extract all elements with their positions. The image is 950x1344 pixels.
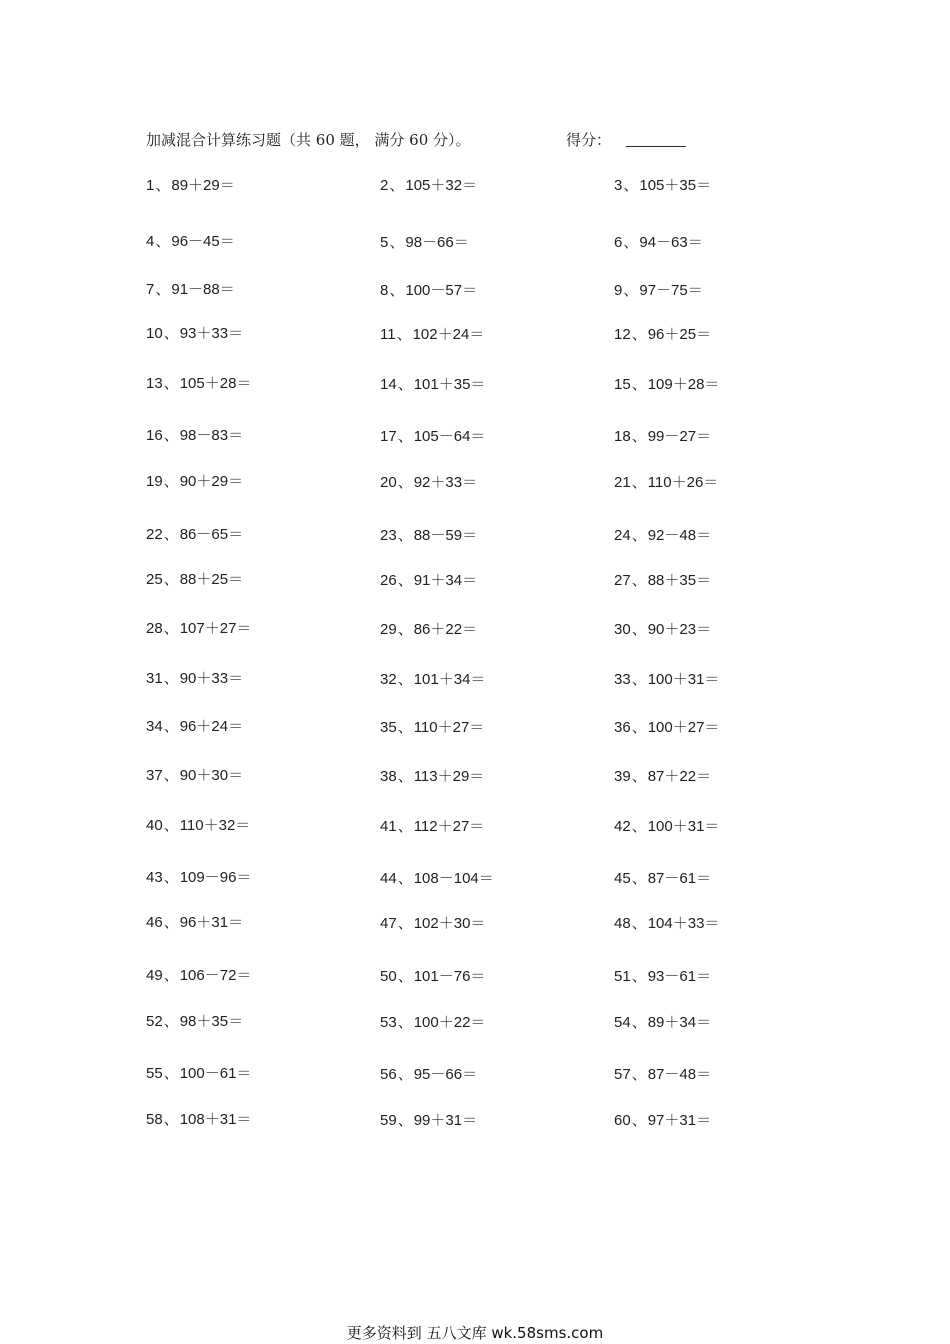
problem-number: 54 [614, 1014, 631, 1031]
problem-expression: 110＋27＝ [413, 719, 485, 736]
problem-expression: 98＋35＝ [179, 1013, 244, 1030]
problem-1 [146, 175, 235, 196]
problem-separator: 、 [163, 426, 179, 444]
problem-13 [146, 373, 251, 394]
problem-number: 42 [614, 818, 631, 835]
problem-number: 40 [146, 817, 163, 834]
problem-8 [380, 280, 477, 301]
problem-number: 18 [614, 428, 631, 445]
problem-separator: 、 [397, 914, 413, 932]
problem-35 [380, 717, 484, 738]
problem-25 [146, 569, 243, 590]
problem-14 [380, 374, 485, 395]
problem-expression: 113＋29＝ [413, 768, 485, 785]
problem-expression: 101－76＝ [413, 968, 486, 985]
problem-expression: 88－59＝ [413, 527, 478, 544]
problem-number: 20 [380, 474, 397, 491]
problem-number: 41 [380, 818, 397, 835]
problem-number: 53 [380, 1014, 397, 1031]
problem-number: 22 [146, 526, 163, 543]
problem-number: 4 [146, 233, 155, 250]
problem-separator: 、 [631, 767, 647, 785]
problem-separator: 、 [163, 766, 179, 784]
problem-expression: 90＋23＝ [647, 621, 712, 638]
problem-number: 26 [380, 572, 397, 589]
problem-expression: 100－61＝ [179, 1065, 252, 1082]
problem-number: 11 [380, 326, 396, 343]
problem-expression: 109＋28＝ [647, 376, 720, 393]
problem-separator: 、 [631, 914, 647, 932]
problem-separator: 、 [623, 176, 639, 194]
problem-expression: 92－48＝ [647, 527, 712, 544]
problem-number: 38 [380, 768, 397, 785]
problem-separator: 、 [397, 620, 413, 638]
problem-number: 24 [614, 527, 631, 544]
problem-number: 57 [614, 1066, 631, 1083]
problem-separator: 、 [631, 718, 647, 736]
problem-expression: 93－61＝ [647, 968, 712, 985]
problem-expression: 99＋31＝ [413, 1112, 478, 1129]
problem-expression: 87－61＝ [647, 870, 712, 887]
problem-38 [380, 766, 484, 787]
problem-separator: 、 [397, 670, 413, 688]
problem-expression: 97－75＝ [639, 282, 703, 299]
problem-expression: 105－64＝ [413, 428, 486, 445]
problem-number: 19 [146, 473, 163, 490]
problem-11 [380, 324, 484, 345]
problem-separator: 、 [631, 526, 647, 544]
problem-number: 13 [146, 375, 163, 392]
problem-number: 49 [146, 967, 163, 984]
problem-expression: 86－65＝ [179, 526, 244, 543]
problem-expression: 110＋26＝ [647, 474, 719, 491]
problem-expression: 100＋31＝ [647, 818, 720, 835]
problem-expression: 89＋34＝ [647, 1014, 712, 1031]
problem-number: 16 [146, 427, 163, 444]
problem-59 [380, 1110, 477, 1131]
problem-separator: 、 [155, 232, 171, 250]
problem-24 [614, 525, 711, 546]
problem-separator: 、 [631, 967, 647, 985]
problem-expression: 110＋32＝ [179, 817, 251, 834]
problem-expression: 104＋33＝ [647, 915, 720, 932]
problem-number: 55 [146, 1065, 163, 1082]
problem-number: 46 [146, 914, 163, 931]
problem-39 [614, 766, 711, 787]
problem-expression: 90＋29＝ [179, 473, 244, 490]
problem-expression: 100＋31＝ [647, 671, 720, 688]
problem-separator: 、 [163, 816, 179, 834]
problem-separator: 、 [163, 1110, 179, 1128]
problem-49 [146, 965, 251, 986]
problem-separator: 、 [631, 1111, 647, 1129]
problem-37 [146, 765, 243, 786]
problem-number: 10 [146, 325, 163, 342]
problem-expression: 96＋25＝ [647, 326, 712, 343]
problem-number: 17 [380, 428, 397, 445]
problem-separator: 、 [389, 176, 405, 194]
problem-number: 45 [614, 870, 631, 887]
problem-separator: 、 [163, 472, 179, 490]
problem-17 [380, 426, 485, 447]
problem-separator: 、 [631, 571, 647, 589]
problem-12 [614, 324, 711, 345]
problem-number: 21 [614, 474, 631, 491]
problem-expression: 90＋33＝ [179, 670, 244, 687]
problem-number: 59 [380, 1112, 397, 1129]
problem-separator: 、 [397, 473, 413, 491]
problem-separator: 、 [155, 280, 171, 298]
problem-number: 31 [146, 670, 163, 687]
problem-number: 1 [146, 177, 155, 194]
problem-expression: 102＋30＝ [413, 915, 486, 932]
problem-60 [614, 1110, 711, 1131]
problem-number: 37 [146, 767, 163, 784]
problem-separator: 、 [163, 324, 179, 342]
problem-58 [146, 1109, 251, 1130]
problem-separator: 、 [163, 966, 179, 984]
problem-expression: 98－66＝ [405, 234, 469, 251]
problem-47 [380, 913, 485, 934]
problem-expression: 107＋27＝ [179, 620, 252, 637]
problem-number: 48 [614, 915, 631, 932]
problem-expression: 89＋29＝ [171, 177, 235, 194]
problem-expression: 96＋24＝ [179, 718, 244, 735]
problem-16 [146, 425, 243, 446]
problem-separator: 、 [631, 620, 647, 638]
problem-number: 29 [380, 621, 397, 638]
problem-separator: 、 [163, 1064, 179, 1082]
problem-56 [380, 1064, 477, 1085]
problem-number: 43 [146, 869, 163, 886]
problem-separator: 、 [397, 869, 413, 887]
problem-separator: 、 [163, 669, 179, 687]
problem-number: 14 [380, 376, 397, 393]
problem-separator: 、 [163, 868, 179, 886]
problem-expression: 97＋31＝ [647, 1112, 712, 1129]
problem-expression: 88＋35＝ [647, 572, 712, 589]
problem-separator: 、 [623, 233, 639, 251]
problem-number: 5 [380, 234, 389, 251]
problem-separator: 、 [397, 967, 413, 985]
problem-number: 47 [380, 915, 397, 932]
problem-separator: 、 [397, 1065, 413, 1083]
problem-expression: 93＋33＝ [179, 325, 244, 342]
problem-separator: 、 [163, 525, 179, 543]
problem-expression: 94－63＝ [639, 234, 703, 251]
problem-27 [614, 570, 711, 591]
problem-expression: 90＋30＝ [179, 767, 244, 784]
problem-43 [146, 867, 251, 888]
problem-5 [380, 232, 469, 253]
problem-33 [614, 669, 719, 690]
problem-21 [614, 472, 718, 493]
problem-number: 12 [614, 326, 631, 343]
problem-separator: 、 [397, 817, 413, 835]
problem-separator: 、 [397, 375, 413, 393]
problem-separator: 、 [631, 817, 647, 835]
problem-9 [614, 280, 703, 301]
problem-number: 9 [614, 282, 623, 299]
problem-expression: 100－57＝ [405, 282, 478, 299]
problem-expression: 101＋35＝ [413, 376, 486, 393]
problem-number: 58 [146, 1111, 163, 1128]
problem-number: 2 [380, 177, 389, 194]
problem-expression: 86＋22＝ [413, 621, 478, 638]
problem-separator: 、 [155, 176, 171, 194]
problem-expression: 91－88＝ [171, 281, 235, 298]
score-blank: ________ [626, 131, 685, 148]
problem-number: 56 [380, 1066, 397, 1083]
problem-number: 25 [146, 571, 163, 588]
problem-29 [380, 619, 477, 640]
problem-separator: 、 [631, 670, 647, 688]
problem-number: 27 [614, 572, 631, 589]
problem-expression: 105＋28＝ [179, 375, 252, 392]
problem-number: 3 [614, 177, 623, 194]
problem-15 [614, 374, 719, 395]
problem-number: 28 [146, 620, 163, 637]
problem-number: 39 [614, 768, 631, 785]
problem-46 [146, 912, 243, 933]
problem-20 [380, 472, 477, 493]
problem-separator: 、 [163, 619, 179, 637]
problem-separator: 、 [397, 1111, 413, 1129]
problem-31 [146, 668, 243, 689]
problem-6 [614, 232, 703, 253]
problem-number: 8 [380, 282, 389, 299]
problem-54 [614, 1012, 711, 1033]
problem-expression: 101＋34＝ [413, 671, 486, 688]
problem-separator: 、 [389, 233, 405, 251]
problem-separator: 、 [163, 1012, 179, 1030]
problem-18 [614, 426, 711, 447]
problem-separator: 、 [631, 325, 647, 343]
problem-45 [614, 868, 711, 889]
problem-36 [614, 717, 719, 738]
problem-44 [380, 868, 494, 889]
problem-50 [380, 966, 485, 987]
problem-separator: 、 [163, 717, 179, 735]
problem-28 [146, 618, 251, 639]
problem-number: 60 [614, 1112, 631, 1129]
problem-number: 34 [146, 718, 163, 735]
problem-55 [146, 1063, 251, 1084]
worksheet-title: 加减混合计算练习题（共 60 题， 满分 60 分）。 [146, 131, 471, 149]
problem-expression: 112＋27＝ [413, 818, 485, 835]
problem-expression: 87－48＝ [647, 1066, 712, 1083]
problem-separator: 、 [397, 1013, 413, 1031]
problem-separator: 、 [397, 526, 413, 544]
problem-number: 51 [614, 968, 631, 985]
problem-3 [614, 175, 711, 196]
problem-expression: 108－104＝ [413, 870, 494, 887]
problem-41 [380, 816, 484, 837]
problem-number: 52 [146, 1013, 163, 1030]
problem-number: 50 [380, 968, 397, 985]
problem-separator: 、 [396, 325, 412, 343]
problem-53 [380, 1012, 485, 1033]
problem-4 [146, 231, 235, 252]
problem-expression: 88＋25＝ [179, 571, 244, 588]
problem-separator: 、 [163, 570, 179, 588]
problem-number: 23 [380, 527, 397, 544]
problem-separator: 、 [631, 1013, 647, 1031]
problem-separator: 、 [163, 374, 179, 392]
problem-expression: 87＋22＝ [647, 768, 712, 785]
problem-expression: 91＋34＝ [413, 572, 478, 589]
problem-number: 35 [380, 719, 397, 736]
problem-separator: 、 [631, 427, 647, 445]
problem-48 [614, 913, 719, 934]
problem-number: 15 [614, 376, 631, 393]
problem-expression: 105＋32＝ [405, 177, 478, 194]
problem-number: 7 [146, 281, 155, 298]
problem-51 [614, 966, 711, 987]
problem-number: 6 [614, 234, 623, 251]
score-label: 得分： [566, 131, 612, 149]
problem-10 [146, 323, 243, 344]
problem-expression: 92＋33＝ [413, 474, 478, 491]
problem-2 [380, 175, 477, 196]
problem-23 [380, 525, 477, 546]
problem-expression: 100＋22＝ [413, 1014, 486, 1031]
problem-expression: 109－96＝ [179, 869, 252, 886]
problem-expression: 106－72＝ [179, 967, 252, 984]
problem-separator: 、 [631, 375, 647, 393]
problem-number: 32 [380, 671, 397, 688]
problem-expression: 108＋31＝ [179, 1111, 252, 1128]
footer-watermark: 更多资料到 五八文库 wk.58sms.com [346, 1324, 604, 1342]
problem-separator: 、 [397, 767, 413, 785]
problem-separator: 、 [631, 473, 647, 491]
problem-number: 30 [614, 621, 631, 638]
problem-40 [146, 815, 250, 836]
problem-separator: 、 [397, 427, 413, 445]
problem-52 [146, 1011, 243, 1032]
problem-57 [614, 1064, 711, 1085]
problem-number: 33 [614, 671, 631, 688]
problem-expression: 98－83＝ [179, 427, 244, 444]
problem-34 [146, 716, 243, 737]
problem-separator: 、 [389, 281, 405, 299]
problem-26 [380, 570, 477, 591]
problem-30 [614, 619, 711, 640]
problem-expression: 96＋31＝ [179, 914, 244, 931]
problem-42 [614, 816, 719, 837]
problem-expression: 100＋27＝ [647, 719, 720, 736]
problem-32 [380, 669, 485, 690]
problem-expression: 99－27＝ [647, 428, 712, 445]
problem-separator: 、 [631, 869, 647, 887]
problem-expression: 95－66＝ [413, 1066, 478, 1083]
problem-expression: 96－45＝ [171, 233, 235, 250]
problem-separator: 、 [397, 571, 413, 589]
problem-22 [146, 524, 243, 545]
problem-expression: 105＋35＝ [639, 177, 712, 194]
problem-expression: 102＋24＝ [412, 326, 485, 343]
problem-separator: 、 [623, 281, 639, 299]
problem-separator: 、 [163, 913, 179, 931]
problem-number: 36 [614, 719, 631, 736]
problem-number: 44 [380, 870, 397, 887]
problem-19 [146, 471, 243, 492]
problem-separator: 、 [397, 718, 413, 736]
problem-separator: 、 [631, 1065, 647, 1083]
problem-7 [146, 279, 235, 300]
